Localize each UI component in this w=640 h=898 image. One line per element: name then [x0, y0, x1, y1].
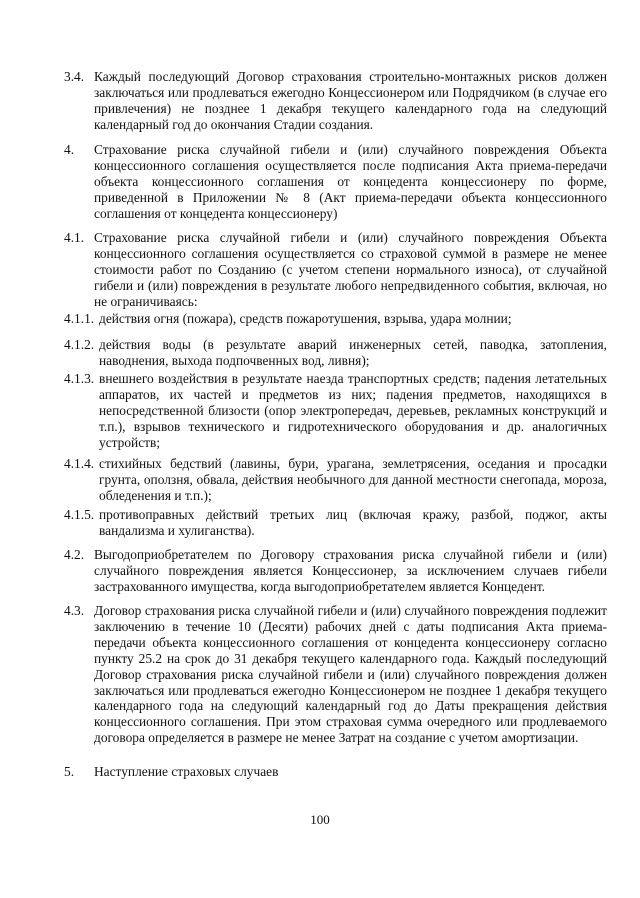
section-number: 4.1.1. — [64, 311, 95, 326]
section-text: противоправных действий третьих лиц (включая кражу, разбой, поджог, акты вандализма и хулиганства). — [99, 507, 607, 538]
section-4 — [64, 142, 607, 222]
section-4-1-1 — [64, 311, 607, 327]
section-4-1-5 — [64, 507, 607, 539]
section-number: 4.1. — [64, 230, 85, 245]
section-text: внешнего воздействия в результате наезда транспортных средств; падения летательных аппаратов, их частей и предметов из них; падения предметов, находящихся в непосредственной близости (опор электропередач, деревьев, рекламных конструкций и т.п.), взрывов технического и гидротехнического оборудования и др. аналогичных устройств; — [99, 371, 607, 450]
section-number: 3.4. — [64, 69, 85, 84]
section-4-1-4 — [64, 456, 607, 504]
section-number: 4.1.2. — [64, 337, 95, 352]
section-number: 4.1.3. — [64, 371, 95, 386]
section-4-1-2 — [64, 337, 607, 369]
section-number: 4.3. — [64, 603, 85, 618]
section-5 — [64, 764, 607, 780]
section-text: Наступление страховых случаев — [94, 764, 279, 779]
page-number: 100 — [310, 812, 330, 827]
section-text: Каждый последующий Договор страхования строительно-монтажных рисков должен заключаться или продлеваться ежегодно Концессионером или Подрядчиком (в случае его привлечения) не позднее 1 декабря текущего календарного года на следующий календарный год до окончания Стадии создания. — [94, 69, 607, 132]
section-number: 4.1.4. — [64, 456, 95, 471]
section-text: Страхование риска случайной гибели и (или) случайного повреждения Объекта концессионного соглашения осуществляется со страховой суммой в размере не менее стоимости работ по Созданию (с учетом степени нормального износа), от случайной гибели и (или) повреждения в результате любого непредвиденного события, включая, но не ограничиваясь: — [94, 230, 607, 309]
section-text: действия огня (пожара), средств пожаротушения, взрыва, удара молнии; — [99, 311, 512, 326]
section-number: 4.1.5. — [64, 507, 95, 522]
section-number: 4.2. — [64, 547, 85, 562]
section-text: действия воды (в результате аварий инженерных сетей, паводка, затопления, наводнения, выхода подпочвенных вод, ливня); — [99, 337, 607, 368]
section-text: Выгодоприобретателем по Договору страхования риска случайной гибели и (или) случайного повреждения является Концессионер, за исключением случаев гибели застрахованного имущества, когда выгодоприобретателем является Концедент. — [94, 547, 607, 594]
section-4-3 — [64, 603, 607, 746]
section-3-4 — [64, 69, 607, 133]
section-4-1 — [64, 230, 607, 310]
section-4-1-3 — [64, 371, 607, 451]
section-number: 5. — [64, 764, 75, 779]
section-text: стихийных бедствий (лавины, бури, урагана, землетрясения, оседания и просадки грунта, оползня, обвала, действия необычного для данной местности снегопада, мороза, обледенения и т.п.); — [99, 456, 607, 503]
section-4-2 — [64, 547, 607, 595]
section-number: 4. — [64, 142, 75, 157]
section-text: Договор страхования риска случайной гибели и (или) случайного повреждения подлежит заключению в течение 10 (Десяти) рабочих дней с даты подписания Акта приема-передачи объекта концессионного соглашения от концедента концессионеру согласно пункту 25.2 на срок до 31 декабря текущего календарного года. Каждый последующий Договор страхования риска случайной гибели и (или) случайного повреждения должен заключаться или продлеваться ежегодно Концессионером не позднее 1 декабря текущего календарного года на следующий календарный год до Даты прекращения действия концессионного соглашения. При этом страховая сумма очередного или продлеваемого договора определяется в размере не менее Затрат на создание с учетом амортизации. — [94, 603, 607, 746]
section-text: Страхование риска случайной гибели и (или) случайного повреждения Объекта концессионного соглашения осуществляется после подписания Акта приема-передачи объекта концессионного соглашения от концедента концессионеру по форме, приведенной в Приложении № 8 (Акт приема-передачи объекта концессионного соглашения от концедента концессионеру) — [94, 142, 607, 221]
